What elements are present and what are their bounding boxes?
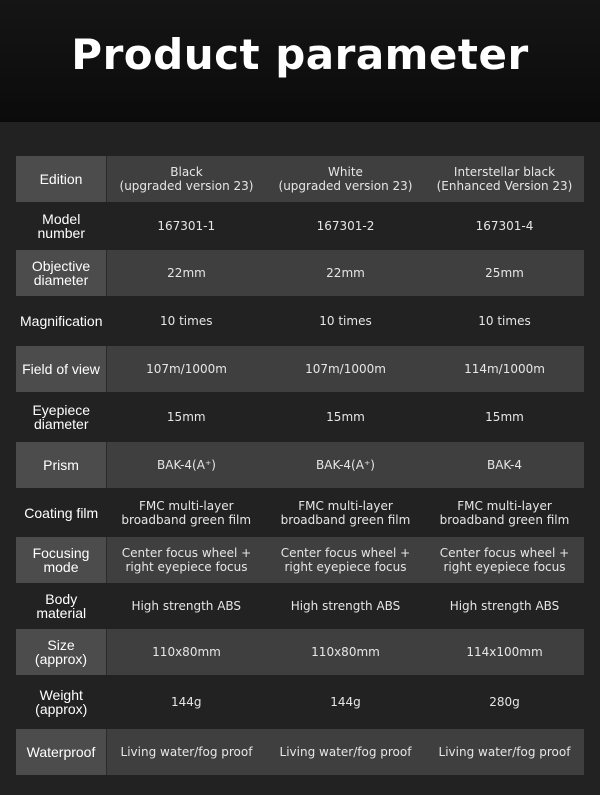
cell-value-text: FMC multi-layer broadband green film	[280, 498, 411, 527]
cell-value	[107, 250, 267, 296]
cell-value	[107, 442, 267, 488]
table-row	[16, 729, 584, 775]
cell-value-text: 280g	[489, 695, 520, 709]
page-title: Product parameter	[71, 30, 529, 79]
row-label	[16, 488, 107, 537]
cell-value-text: White (upgraded version 23)	[278, 165, 413, 193]
row-label-text: Edition	[39, 171, 83, 187]
cell-value	[107, 583, 267, 629]
cell-value-text: Center focus wheel + right eyepiece focus	[121, 546, 252, 574]
cell-value	[266, 675, 425, 729]
cell-value-text: BAK-4	[486, 458, 522, 472]
cell-value	[425, 156, 584, 202]
cell-value-text: 25mm	[485, 266, 524, 280]
cell-value	[425, 729, 584, 775]
cell-value-text: 167301-4	[475, 219, 534, 233]
row-label-text: Objective diameter	[31, 258, 91, 288]
row-label-text: Magnification	[20, 313, 103, 329]
cell-value-text: Black (upgraded version 23)	[119, 165, 254, 193]
spec-table	[16, 156, 584, 775]
cell-value	[425, 629, 584, 675]
cell-value-text: 114x100mm	[466, 645, 543, 659]
cell-value-text: 107m/1000m	[146, 362, 227, 376]
cell-value	[107, 675, 267, 729]
row-label-text: Focusing mode	[32, 545, 90, 575]
cell-value	[425, 202, 584, 250]
row-label-text: Size (approx)	[34, 637, 88, 667]
cell-value	[266, 296, 425, 346]
table-row	[16, 156, 584, 202]
cell-value	[425, 583, 584, 629]
cell-value	[266, 729, 425, 775]
row-label	[16, 346, 107, 392]
row-label	[16, 583, 107, 629]
cell-value	[266, 156, 425, 202]
cell-value-text: 10 times	[160, 314, 213, 328]
cell-value	[107, 202, 267, 250]
cell-value	[266, 202, 425, 250]
cell-value-text: 167301-1	[157, 219, 216, 233]
row-label	[16, 442, 107, 488]
cell-value	[425, 250, 584, 296]
cell-value	[425, 392, 584, 442]
cell-value	[107, 392, 267, 442]
cell-value-text: High strength ABS	[131, 599, 242, 613]
cell-value-text: Living water/fog proof	[279, 745, 412, 759]
cell-value-text: 22mm	[326, 266, 365, 280]
cell-value	[266, 392, 425, 442]
cell-value-text: Living water/fog proof	[120, 745, 253, 759]
cell-value	[107, 156, 267, 202]
cell-value-text: High strength ABS	[449, 599, 560, 613]
table-row	[16, 583, 584, 629]
cell-value	[107, 296, 267, 346]
cell-value-text: BAK-4(A⁺)	[157, 458, 216, 472]
cell-value	[425, 488, 584, 537]
cell-value	[266, 629, 425, 675]
cell-value-text: Center focus wheel + right eyepiece focus	[280, 546, 411, 574]
table-row	[16, 346, 584, 392]
table-row	[16, 202, 584, 250]
table-row	[16, 537, 584, 583]
cell-value	[425, 346, 584, 392]
cell-value-text: FMC multi-layer broadband green film	[439, 498, 570, 527]
table-row	[16, 629, 584, 675]
cell-value	[107, 537, 267, 583]
cell-value	[266, 488, 425, 537]
row-label-text: Model number	[37, 211, 85, 241]
row-label-text: Prism	[43, 457, 79, 473]
cell-value-text: Center focus wheel + right eyepiece focus	[439, 546, 570, 574]
cell-value-text: 10 times	[319, 314, 372, 328]
row-label-text: Coating film	[24, 504, 99, 521]
cell-value	[107, 346, 267, 392]
row-label	[16, 202, 107, 250]
row-label	[16, 296, 107, 346]
table-row	[16, 488, 584, 537]
row-label	[16, 156, 107, 202]
table-row	[16, 442, 584, 488]
cell-value-text: FMC multi-layer broadband green film	[121, 498, 252, 527]
cell-value-text: 110x80mm	[152, 645, 221, 659]
row-label	[16, 392, 107, 442]
cell-value-text: 167301-2	[316, 219, 375, 233]
cell-value-text: 15mm	[485, 410, 524, 424]
cell-value	[266, 442, 425, 488]
row-label-text: Eyepiece diameter	[32, 402, 91, 432]
table-row	[16, 675, 584, 729]
row-label	[16, 729, 107, 775]
cell-value-text: 110x80mm	[311, 645, 380, 659]
row-label	[16, 629, 107, 675]
row-label-text: Weight (approx)	[35, 687, 88, 717]
row-label-text: Body material	[36, 591, 87, 621]
cell-value-text: 114m/1000m	[464, 362, 545, 376]
cell-value-text: 144g	[330, 695, 361, 709]
cell-value	[107, 629, 267, 675]
table-row	[16, 296, 584, 346]
cell-value-text: 15mm	[326, 410, 365, 424]
cell-value	[107, 488, 267, 537]
cell-value	[107, 729, 267, 775]
cell-value	[425, 537, 584, 583]
cell-value-text: High strength ABS	[290, 599, 401, 613]
cell-value	[425, 442, 584, 488]
table-row	[16, 250, 584, 296]
cell-value	[425, 296, 584, 346]
cell-value-text: BAK-4(A⁺)	[316, 458, 375, 472]
cell-value-text: 15mm	[166, 410, 206, 424]
cell-value-text: 10 times	[478, 314, 531, 328]
table-row	[16, 392, 584, 442]
cell-value	[266, 537, 425, 583]
row-label-text: Field of view	[22, 361, 100, 377]
row-label	[16, 537, 107, 583]
cell-value-text: 22mm	[167, 266, 206, 280]
cell-value-text: Interstellar black (Enhanced Version 23)	[436, 165, 573, 193]
cell-value	[425, 675, 584, 729]
cell-value-text: 144g	[170, 695, 202, 709]
cell-value-text: 107m/1000m	[305, 362, 386, 376]
cell-value	[266, 583, 425, 629]
cell-value	[266, 346, 425, 392]
cell-value-text: Living water/fog proof	[438, 745, 571, 759]
cell-value	[266, 250, 425, 296]
row-label-text: Waterproof	[26, 744, 96, 760]
row-label	[16, 250, 107, 296]
row-label	[16, 675, 107, 729]
